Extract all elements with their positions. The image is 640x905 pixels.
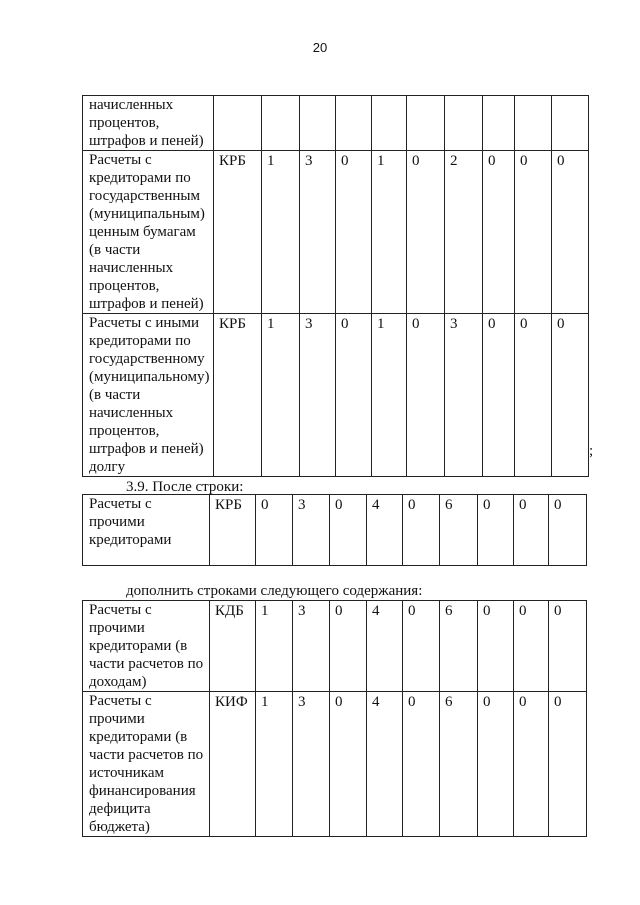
account-digit-cell: 0 xyxy=(483,314,515,477)
account-digit-cell xyxy=(515,96,552,151)
account-digit-cell: 0 xyxy=(483,151,515,314)
account-name-cell: Расчеты с прочими кредиторами (в части расчетов по источникам финансирования дефицита бюджета) xyxy=(83,692,210,837)
account-digit-cell xyxy=(336,96,372,151)
account-digit-cell: 4 xyxy=(367,495,403,566)
account-digit-cell: 1 xyxy=(256,692,293,837)
account-digit-cell: 3 xyxy=(445,314,483,477)
account-digit-cell xyxy=(445,96,483,151)
account-name-cell: Расчеты с прочими кредиторами xyxy=(83,495,210,566)
account-digit-cell: 0 xyxy=(330,692,367,837)
account-digit-cell: 0 xyxy=(515,314,552,477)
account-digit-cell xyxy=(300,96,336,151)
account-digit-cell xyxy=(407,96,445,151)
table-row xyxy=(83,151,589,314)
account-digit-cell: 0 xyxy=(403,692,440,837)
account-digit-cell: 3 xyxy=(300,314,336,477)
accounts-table-3 xyxy=(82,600,587,837)
supplement-line: дополнить строками следующего содержания: xyxy=(126,583,423,599)
account-code-cell: КДБ xyxy=(210,601,256,692)
account-name-cell: Расчеты с прочими кредиторами (в части расчетов по доходам) xyxy=(83,601,210,692)
account-digit-cell: 0 xyxy=(403,495,440,566)
account-digit-cell: 6 xyxy=(440,495,478,566)
account-digit-cell: 6 xyxy=(440,601,478,692)
account-digit-cell xyxy=(552,96,589,151)
account-digit-cell: 0 xyxy=(514,601,549,692)
account-digit-cell: 0 xyxy=(407,314,445,477)
account-code-cell: КРБ xyxy=(214,314,262,477)
account-digit-cell: 1 xyxy=(262,151,300,314)
account-digit-cell: 2 xyxy=(445,151,483,314)
account-digit-cell xyxy=(483,96,515,151)
account-digit-cell: 6 xyxy=(440,692,478,837)
account-digit-cell: 0 xyxy=(478,692,514,837)
accounts-table-1 xyxy=(82,95,589,477)
account-digit-cell: 0 xyxy=(515,151,552,314)
account-digit-cell: 0 xyxy=(336,314,372,477)
account-name-cell: Расчеты с кредиторами по государственным (муниципальным) ценным бумагам (в части начисленных процентов, штрафов и пеней) xyxy=(83,151,214,314)
account-digit-cell: 0 xyxy=(514,692,549,837)
account-digit-cell: 0 xyxy=(336,151,372,314)
semicolon: ; xyxy=(589,443,594,459)
account-digit-cell: 0 xyxy=(549,495,587,566)
account-digit-cell: 0 xyxy=(407,151,445,314)
section-heading: 3.9. После строки: xyxy=(126,479,244,495)
account-name-cell: Расчеты с иными кредиторами по государственному (муниципальному) (в части начисленных процентов, штрафов и пеней) долгу xyxy=(83,314,214,477)
account-name-cell: начисленных процентов, штрафов и пеней) xyxy=(83,96,214,151)
account-digit-cell: 0 xyxy=(549,601,587,692)
account-code-cell xyxy=(214,96,262,151)
account-digit-cell: 0 xyxy=(552,314,589,477)
account-digit-cell: 3 xyxy=(293,495,330,566)
account-code-cell: КРБ xyxy=(210,495,256,566)
account-digit-cell: 1 xyxy=(262,314,300,477)
account-digit-cell: 1 xyxy=(372,151,407,314)
account-digit-cell: 0 xyxy=(478,601,514,692)
account-digit-cell: 3 xyxy=(300,151,336,314)
account-digit-cell: 0 xyxy=(330,601,367,692)
table-row xyxy=(83,692,587,837)
table-row xyxy=(83,96,589,151)
account-code-cell: КРБ xyxy=(214,151,262,314)
account-code-cell: КИФ xyxy=(210,692,256,837)
page-number: 20 xyxy=(312,40,328,55)
account-digit-cell xyxy=(372,96,407,151)
account-digit-cell: 0 xyxy=(549,692,587,837)
account-digit-cell: 1 xyxy=(256,601,293,692)
table-row xyxy=(83,495,587,566)
account-digit-cell: 3 xyxy=(293,692,330,837)
account-digit-cell: 0 xyxy=(478,495,514,566)
account-digit-cell: 0 xyxy=(330,495,367,566)
account-digit-cell: 4 xyxy=(367,601,403,692)
account-digit-cell: 0 xyxy=(514,495,549,566)
account-digit-cell: 3 xyxy=(293,601,330,692)
account-digit-cell xyxy=(262,96,300,151)
table-row xyxy=(83,601,587,692)
account-digit-cell: 0 xyxy=(552,151,589,314)
table-row xyxy=(83,314,589,477)
account-digit-cell: 4 xyxy=(367,692,403,837)
account-digit-cell: 0 xyxy=(256,495,293,566)
account-digit-cell: 0 xyxy=(403,601,440,692)
account-digit-cell: 1 xyxy=(372,314,407,477)
accounts-table-2 xyxy=(82,494,587,566)
